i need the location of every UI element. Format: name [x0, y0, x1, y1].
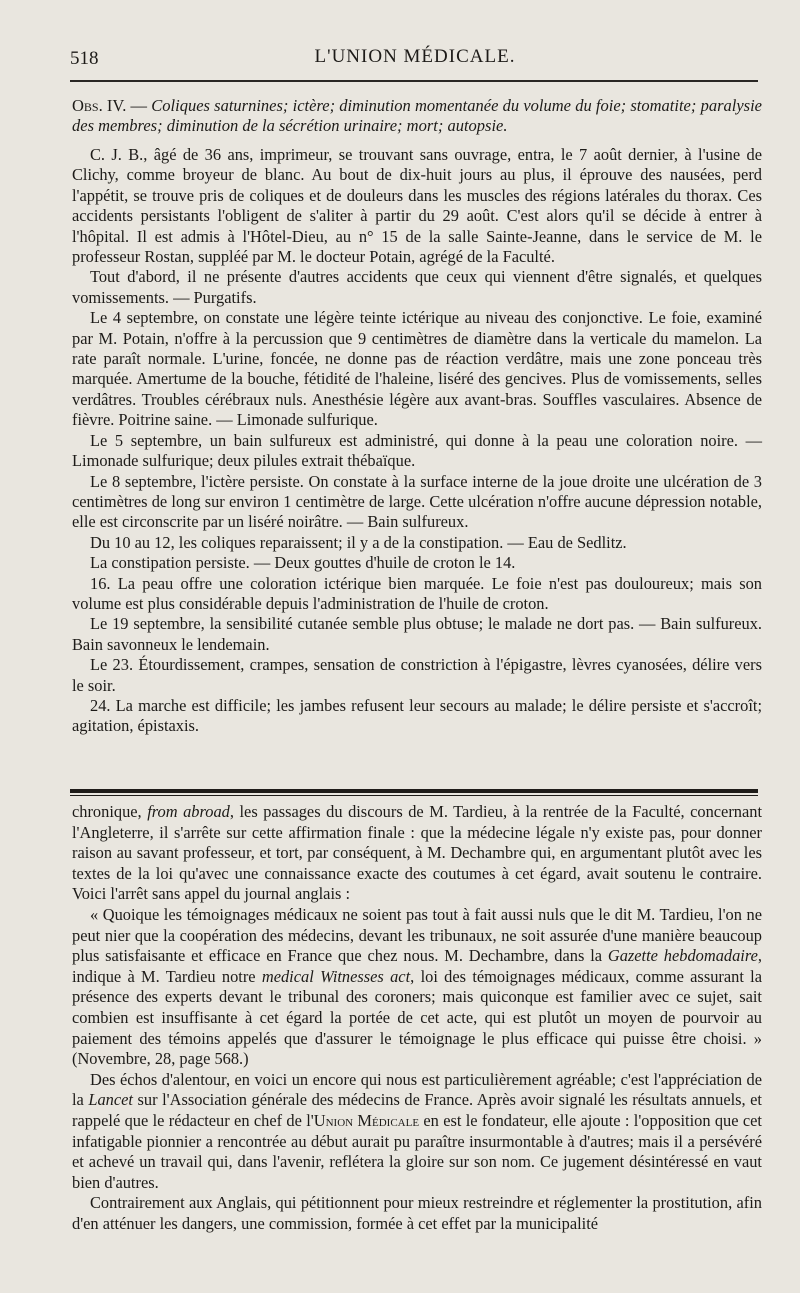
- observation-paragraph: Tout d'abord, il ne présente d'autres accidents que ceux qui viennent d'être signalés, et quelques vomissements. — Purgatifs.: [72, 267, 762, 307]
- feuilleton-paragraph: Contrairement aux Anglais, qui pétitionnent pour mieux restreindre et réglementer la prostitution, afin d'en atténuer les dangers, une commission, formée à cet effet par la municipalité: [72, 1193, 762, 1233]
- observation-paragraph: Le 8 septembre, l'ictère persiste. On constate à la surface interne de la joue droite une ulcération de 3 centimètres de long sur environ 1 centimètre de large. Cette ulcération n'offre aucune dépression notable, elle est circonscrite par un liséré noirâtre. — Bain sulfureux.: [72, 471, 762, 532]
- page-number: 518: [70, 48, 99, 69]
- observation-paragraph: Du 10 au 12, les coliques reparaissent; il y a de la constipation. — Eau de Sedlitz.: [90, 532, 627, 552]
- observation-paragraph: Le 19 septembre, la sensibilité cutanée semble plus obtuse; le malade ne dort pas. — Bain sulfureux. Bain savonneux le lendemain.: [72, 614, 762, 654]
- observation-paragraph: C. J. B., âgé de 36 ans, imprimeur, se trouvant sans ouvrage, entra, le 7 août dernier, à l'usine de Clichy, comme broyeur de blanc. Au bout de dix-huit jours au plus, il éprouve des nausées, perd l'appétit, se trouve pris de coliques et de douleurs dans les muscles des régions latérales du thorax. Ces accidents persistants l'obligent de s'aliter à partir du 29 août. C'est alors qu'il se décide à entrer à l'hôpital. Il est admis à l'Hôtel-Dieu, au n° 15 de la salle Sainte-Jeanne, dans le service de M. le professeur Rostan, suppléé par M. le docteur Potain, agrégé de la Faculté.: [72, 145, 762, 267]
- feuilleton-quote: « Quoique les témoignages médicaux ne soient pas tout à fait aussi nuls que le dit M. Tardieu, l'on ne peut nier que la coopération des médecins, devant les tribunaux, ne soit assurée d'une manière beaucoup plus satisfaisante et efficace en France que chez nous. M. Dechambre, dans la Gazette hebdomadaire, indique à M. Tardieu notre medical Witnesses act, loi des témoignages médicaux, comme assurant la présence des experts devant le tribunal des coroners; mais quiconque est familier avec ce sujet, sait combien est insuffisante à cet égard la portée de cet acte, qui est plutôt un moyen de pourvoir au paiement des témoins appelés que d'assurer le témoignage le plus efficace qui puisse être choisi. » (Novembre, 28, page 568.): [72, 904, 763, 1069]
- observation-paragraph: 24. La marche est difficile; les jambes refusent leur secours au malade; le délire persiste et s'accroît; agitation, épistaxis.: [72, 695, 762, 736]
- feuilleton-paragraph: Des échos d'alentour, en voici un encore qui nous est particulièrement agréable; c'est l'appréciation de la Lancet sur l'Association générale des médecins de France. Après avoir signalé les résultats annuels, et rappelé que le rédacteur en chef de l'Union Médicale en est le fondateur, elle ajoute : l'opposition que cet infatigable pionnier a rencontrée au début aurait pu paraître insurmontable à d'autres; mais il a persévéré et achevé un travail qui, dans l'avenir, reflétera la gloire sur son nom. Ce jugement désintéressé en vaut bien d'autres.: [72, 1069, 762, 1192]
- observation-label: Obs. IV.: [72, 96, 127, 115]
- observation-paragraph: Le 5 septembre, un bain sulfureux est administré, qui donne à la peau une coloration noire. — Limonade sulfurique; deux pilules extrait thébaïque.: [72, 430, 762, 471]
- observation-paragraph: Le 4 septembre, on constate une légère teinte ictérique au niveau des conjonctive. Le foie, examiné par M. Potain, n'offre à la percussion que 9 centimètres de diamètre dans la verticale du mamelon. La rate paraît normale. L'urine, foncée, ne donne pas de réaction verdâtre, mais une zone ponceau très marquée. Amertume de la bouche, fétidité de l'haleine, liséré des gencives. Plus de vomissements, selles verdâtres. Troubles cérébraux nuls. Anesthésie légère aux avant-bras. Souffles vasculaires. Absence de fièvre. Poitrine saine. — Limonade sulfurique.: [72, 308, 762, 430]
- observation-heading: [72, 96, 762, 136]
- observation-paragraph: 16. La peau offre une coloration ictérique bien marquée. Le foie n'est pas douloureux; mais son volume est plus considérable depuis l'administration de l'huile de croton.: [72, 573, 762, 613]
- feuilleton-separator: [70, 789, 758, 796]
- observation-dash: —: [126, 96, 152, 115]
- feuilleton-paragraph: chronique, from abroad, les passages du discours de M. Tardieu, à la rentrée de la Faculté, concernant l'Angleterre, il s'arrête sur cette affirmation finale : que la médecine légale n'y existe pas, pour donner raison au savant professeur, et tort, par conséquent, à M. Dechambre qui, en argumentant plutôt avec les textes de la loi qu'avec une connaissance exacte des coutumes à cet égard, avait soutenu le contraire. Voici l'arrêt sans appel du journal anglais :: [72, 802, 763, 904]
- header-rule: [70, 80, 758, 82]
- observation-section: [72, 96, 762, 737]
- observation-paragraph: La constipation persiste. — Deux gouttes d'huile de croton le 14.: [90, 553, 516, 573]
- feuilleton-section: [72, 802, 762, 1234]
- observation-title: Coliques saturnines; ictère; diminution momentanée du volume du foie; stomatite; paralysie des membres; diminution de la sécrétion urinaire; mort; autopsie.: [72, 96, 762, 135]
- observation-paragraph: Le 23. Étourdissement, crampes, sensation de constriction à l'épigastre, lèvres cyanosées, délire vers le soir.: [72, 655, 762, 695]
- running-title: L'UNION MÉDICALE.: [314, 46, 516, 67]
- page-header: [70, 42, 760, 72]
